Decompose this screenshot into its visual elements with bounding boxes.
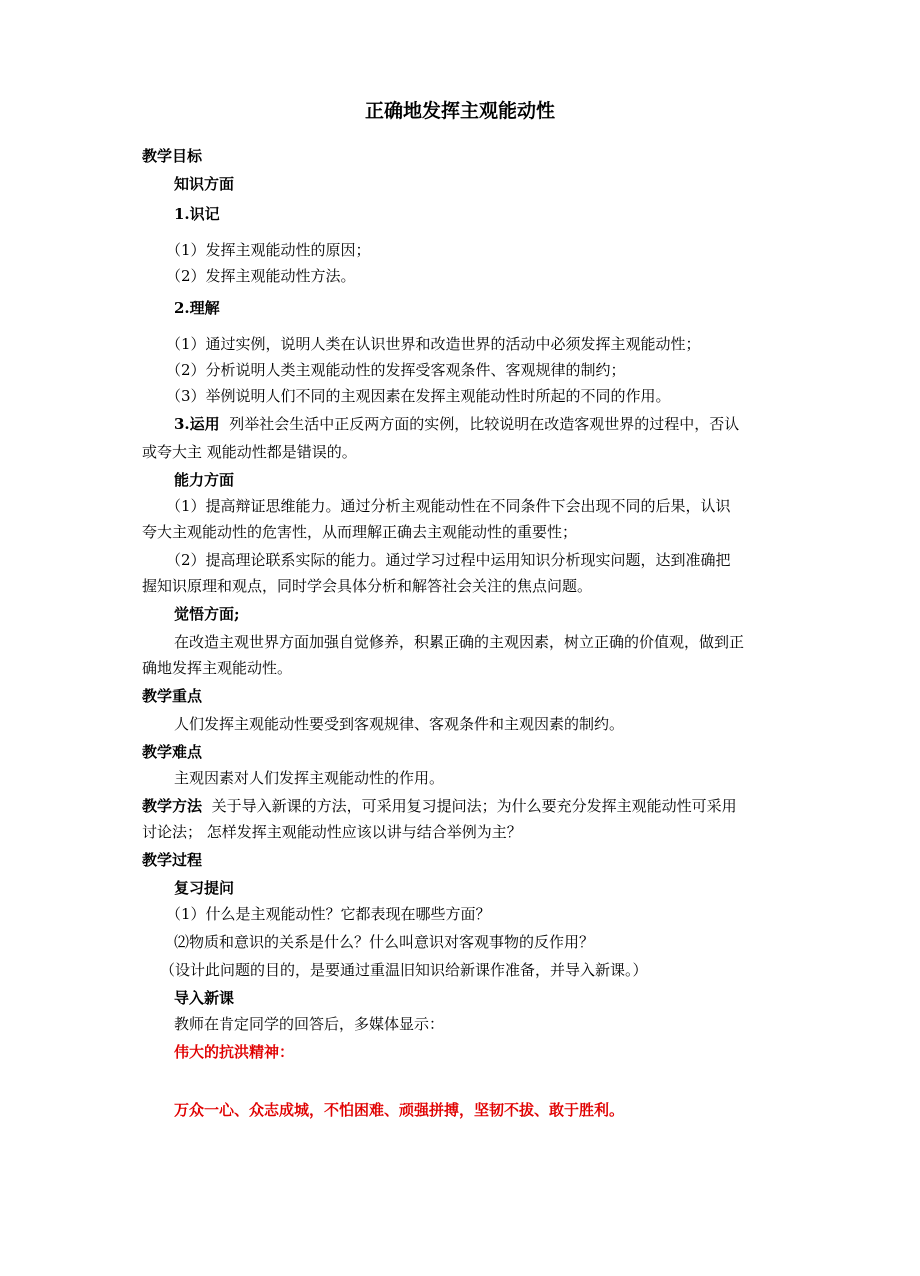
understand-item: （2）分析说明人类主观能动性的发挥受客观条件、客观规律的制约； (166, 361, 626, 379)
ability-item-1-continued: 夸大主观能动性的危害性，从而理解正确去主观能动性的重要性； (142, 523, 578, 541)
apply-text: 列举社会生活中正反两方面的实例，比较说明在改造客观世界的过程中，否认 (229, 415, 740, 433)
difficulty-heading: 教学难点 (142, 743, 203, 761)
method-paragraph (142, 796, 737, 816)
document-title: 正确地发挥主观能动性 (364, 100, 555, 122)
ability-item-2: （2）提高理论联系实际的能力。通过学习过程中运用知识分析现实问题，达到准确把 (166, 551, 731, 569)
intro-text: 教师在肯定同学的回答后，多媒体显示： (174, 1015, 445, 1033)
review-question-2: ⑵物质和意识的关系是什么？什么叫意识对客观事物的反作用？ (174, 933, 595, 951)
apply-paragraph (174, 414, 739, 434)
memorize-item: （1）发挥主观能动性的原因； (166, 241, 371, 259)
understand-item: （3）举例说明人们不同的主观因素在发挥主观能动性时所起的不同的作用。 (166, 387, 671, 405)
ability-item-2-continued: 握知识原理和观点，同时学会具体分析和解答社会关注的焦点问题。 (142, 577, 593, 595)
apply-heading: 3.运用 (174, 415, 220, 433)
understand-item: （1）通过实例，说明人类在认识世界和改造世界的活动中必须发挥主观能动性； (166, 335, 701, 353)
awareness-heading: 觉悟方面; (174, 605, 240, 623)
key-heading: 教学重点 (142, 687, 203, 705)
understand-heading: 2.理解 (174, 299, 220, 317)
awareness-text-continued: 确地发挥主观能动性。 (142, 659, 293, 677)
apply-text-continued: 或夸大主 观能动性都是错误的。 (142, 443, 357, 461)
awareness-text: 在改造主观世界方面加强自觉修养，积累正确的主观因素，树立正确的价值观，做到正 (174, 633, 745, 651)
review-note: （设计此问题的目的，是要通过重温旧知识给新课作准备，并导入新课。） (160, 961, 648, 979)
method-heading: 教学方法 (142, 797, 203, 815)
method-text-continued: 讨论法； 怎样发挥主观能动性应该以讲与结合举例为主？ (142, 823, 522, 841)
ability-heading: 能力方面 (174, 471, 235, 489)
memorize-heading: 1.识记 (174, 205, 220, 223)
knowledge-heading: 知识方面 (174, 175, 235, 193)
key-text: 人们发挥主观能动性要受到客观规律、客观条件和主观因素的制约。 (174, 715, 625, 733)
spirit-text: 万众一心、众志成城，不怕困难、顽强拼搏，坚韧不拔、敢于胜利。 (174, 1101, 625, 1119)
difficulty-text: 主观因素对人们发挥主观能动性的作用。 (174, 769, 445, 787)
memorize-item: （2）发挥主观能动性方法。 (166, 267, 356, 285)
goals-heading: 教学目标 (142, 147, 203, 165)
ability-item-1: （1）提高辩证思维能力。通过分析主观能动性在不同条件下会出现不同的后果，认识 (166, 497, 731, 515)
review-heading: 复习提问 (174, 879, 235, 897)
process-heading: 教学过程 (142, 851, 203, 869)
spirit-heading: 伟大的抗洪精神： (174, 1043, 295, 1061)
method-text: 关于导入新课的方法，可采用复习提问法；为什么要充分发挥主观能动性可采用 (211, 797, 737, 815)
review-question-1: （1）什么是主观能动性？它都表现在哪些方面？ (166, 905, 491, 923)
intro-heading: 导入新课 (174, 989, 235, 1007)
